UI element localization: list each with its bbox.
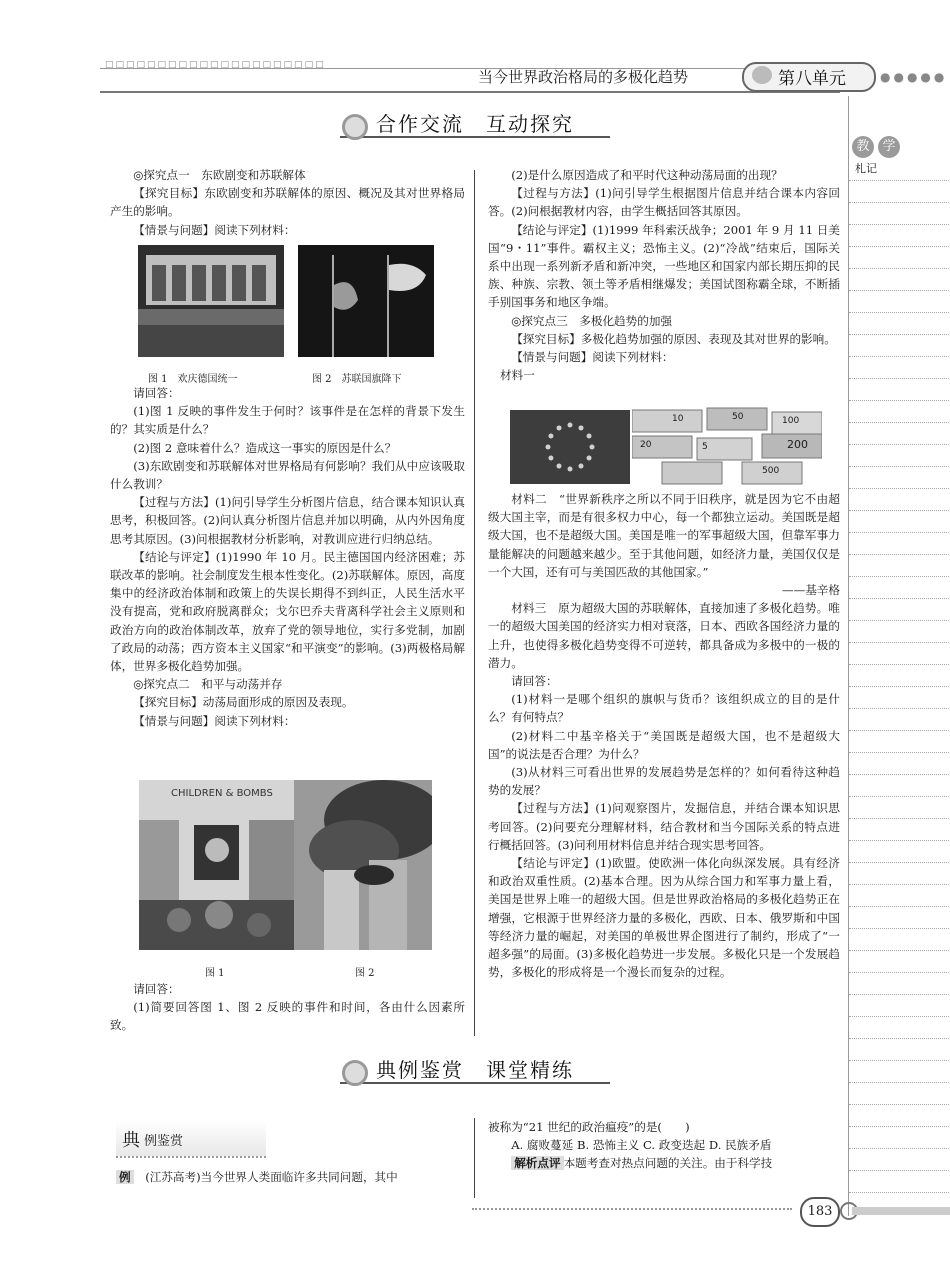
notes-line xyxy=(849,466,950,467)
eu-star-icon xyxy=(587,456,592,461)
notes-line xyxy=(849,510,950,511)
left-column-bottom xyxy=(110,980,465,1035)
paragraph: 【过程与方法】(1)问观察图片，发掘信息，并结合课本知识思考回答。(2)问要充分理解材料，结合教材和当今国际关系的特点进行概括回答。(3)问利用材料信息并结合现实思考回答。 xyxy=(488,801,840,852)
notes-line xyxy=(849,686,950,687)
notes-line xyxy=(849,818,950,819)
notes-line xyxy=(849,840,950,841)
paragraph: ◎探究点三 多极化趋势的加强 xyxy=(511,313,673,328)
paragraph: ◎探究点一 东欧剧变和苏联解体 xyxy=(133,168,306,182)
right-column-top xyxy=(488,166,840,384)
banner-circle-icon xyxy=(342,1060,368,1086)
paragraph: 【结论与评定】(1)欧盟。使欧洲一体化向纵深发展。具有经济和政治双重性质。(2)基本合理。因为从综合国力和军事力量上看，美国是世界上唯一的超级大国。但是世界政治格局的多极化趋势正在增强，它根源于世界经济力量的多极化，西欧、日本、俄罗斯和中国等经济力量的崛起，对美国的单极世界企图进行了制约，形成了“一超多强”的局面。(3)多极化趋势进一步发展。多极化只是一个发展趋势，多极化的形成将是一个漫长而复杂的过程。 xyxy=(488,856,840,980)
analysis-text: 本题考查对热点问题的关注。由于科学技 xyxy=(563,1156,773,1171)
jiao-badge: 教 xyxy=(852,136,874,158)
notes-line xyxy=(849,1192,950,1193)
notes-line xyxy=(849,752,950,753)
example-title-small: 例鉴赏 xyxy=(144,1134,184,1149)
example-answer xyxy=(488,1118,840,1173)
left-column-top xyxy=(110,166,465,239)
notes-line xyxy=(849,1126,950,1127)
notes-line xyxy=(849,972,950,973)
paragraph: 【情景与问题】阅读下列材料： xyxy=(133,713,296,728)
notes-line xyxy=(849,312,950,313)
notes-line xyxy=(849,422,950,423)
notes-line xyxy=(849,1082,950,1083)
example-label: 例 xyxy=(116,1170,134,1184)
column-divider xyxy=(474,170,475,1036)
notes-line xyxy=(849,620,950,621)
section-title-1: 合作交流 互动探究 xyxy=(376,112,574,136)
header-bar xyxy=(100,68,840,93)
eu-star-icon xyxy=(546,445,551,450)
paragraph: (3)东欧剧变和苏联解体对世界格局有何影响？我们从中应该吸取什么教训？ xyxy=(110,458,465,492)
banknote-value: 5 xyxy=(702,442,708,452)
notes-line xyxy=(849,774,950,775)
paragraph: 请回答： xyxy=(133,982,180,996)
paragraph: (2)材料二中基辛格关于“美国既是超级大国，也不是超级大国”的说法是否合理？为什么？ xyxy=(488,728,840,761)
unit-label: 第八单元 xyxy=(778,69,846,89)
paragraph: 【探究目标】多极化趋势加强的原因、表现及其对世界的影响。 xyxy=(511,331,836,346)
eu-star-icon xyxy=(568,423,573,428)
notes-line xyxy=(849,400,950,401)
photo-soviet-flag xyxy=(298,245,434,357)
notes-line xyxy=(849,950,950,951)
figure-caption: 图 1 欢庆德国统一 xyxy=(148,374,238,385)
paragraph: (1)简要回答图 1、图 2 反映的事件和时间，各由什么因素所致。 xyxy=(110,1000,465,1033)
notes-line xyxy=(849,180,950,181)
notes-line xyxy=(849,1060,950,1061)
paragraph: 材料一 xyxy=(500,368,535,383)
eu-flag-image xyxy=(510,410,630,484)
notes-line xyxy=(849,1016,950,1017)
eu-star-icon xyxy=(557,425,562,430)
notes-line xyxy=(849,1104,950,1105)
protest-sign-text: CHILDREN & BOMBS xyxy=(171,788,273,799)
notes-line xyxy=(849,884,950,885)
notes-line xyxy=(849,994,950,995)
figure-caption: 图 1 xyxy=(205,968,225,979)
column-divider xyxy=(474,1118,475,1198)
eu-star-icon xyxy=(590,445,595,450)
paragraph: 【结论与评定】(1)1999 年科索沃战争；2001 年 9 月 11 日美国“9・11”事件。霸权主义；恐怖主义。(2)“冷战”结束后，国际关系中出现一系列新矛盾和新冲突，一些地区和国家内部长期压抑的民族、种族、宗教、领土等矛盾相继爆发；美国试图称霸全球，不断插手别国事务和地区争端。 xyxy=(488,222,840,310)
paragraph: 【结论与评定】(1)1990 年 10 月。民主德国国内经济困难；苏联改革的影响。社会制度发生根本性变化。(2)苏联解体。原因，高度集中的经济政治体制和政策上的失误长期得不到纠正，人民生活水平没有提高，党和政府脱离群众；戈尔巴乔夫背离科学社会主义原则和政治方向的政治体制改革，放弃了党的领导地位，实行多党制，加剧了政局的动荡；西方资本主义国家“和平演变”的影响。(3)两极格局解体，世界多极化趋势加强。 xyxy=(110,549,465,674)
notes-line xyxy=(849,928,950,929)
paragraph: 【过程与方法】(1)问引导学生根据图片信息并结合课本内容回答。(2)问根据教材内容，由学生概括回答其原因。 xyxy=(488,186,840,219)
notes-line xyxy=(849,730,950,731)
footer-bar xyxy=(852,1207,950,1215)
notes-line xyxy=(849,642,950,643)
header-dots: ●●●●● xyxy=(880,70,948,84)
notes-line xyxy=(849,224,950,225)
section-title-2: 典例鉴赏 课堂精练 xyxy=(376,1058,574,1082)
eu-star-icon xyxy=(579,464,584,469)
banknote-value: 20 xyxy=(640,440,652,450)
notes-line xyxy=(849,246,950,247)
page-header-title: 当今世界政治格局的多极化趋势 xyxy=(478,68,689,86)
notes-line xyxy=(849,554,950,555)
notes-line xyxy=(849,708,950,709)
notes-line xyxy=(849,532,950,533)
eu-star-icon xyxy=(548,434,553,439)
banknote-value: 200 xyxy=(787,438,808,451)
paragraph: 【过程与方法】(1)问引导学生分析图片信息，结合课本知识认真思考，积极回答。(2)问认真分析图片信息并加以明确，从内外因角度思考其原因。(3)问根据教材分析影响，对教训应进行归纳总结。 xyxy=(110,495,465,546)
paragraph: (1)材料一是哪个组织的旗帜与货币？该组织成立的目的是什么？有何特点？ xyxy=(488,692,840,725)
notes-line xyxy=(849,290,950,291)
notes-line xyxy=(849,268,950,269)
paragraph: (1)图 1 反映的事件发生于何时？该事件是在怎样的背景下发生的？其实质是什么？ xyxy=(110,404,465,437)
analysis-label: 解析点评 xyxy=(511,1156,563,1170)
page-number: 183 xyxy=(800,1197,840,1227)
photo-911-attack xyxy=(294,780,432,950)
paragraph: ◎探究点二 和平与动荡并存 xyxy=(133,677,283,692)
quote-attribution: ——基辛格 xyxy=(782,583,840,598)
right-column-bottom xyxy=(488,490,840,981)
notes-line xyxy=(849,378,950,379)
eu-star-icon xyxy=(568,467,573,472)
banknote-value: 500 xyxy=(762,466,780,476)
xue-badge: 学 xyxy=(878,136,900,158)
eu-star-icon xyxy=(587,434,592,439)
notes-line xyxy=(849,334,950,335)
notes-line xyxy=(849,1148,950,1149)
answer-options: A. 腐败蔓延 B. 恐怖主义 C. 政变迭起 D. 民族矛盾 xyxy=(511,1138,772,1153)
paragraph: 【情景与问题】阅读下列材料： xyxy=(511,350,674,365)
notes-label: 札记 xyxy=(855,162,877,175)
footer-dotted-line xyxy=(472,1208,792,1210)
figure-caption: 图 2 苏联国旗降下 xyxy=(312,374,402,385)
notes-line xyxy=(849,356,950,357)
paragraph: (2)是什么原因造成了和平时代这种动荡局面的出现？ xyxy=(511,168,783,182)
paragraph: 请回答： xyxy=(511,674,558,689)
paragraph: (2)图 2 意味着什么？造成这一事实的原因是什么？ xyxy=(133,440,397,455)
unit-circle-icon xyxy=(752,66,772,84)
paragraph: 材料二 “世界新秩序之所以不同于旧秩序，就是因为它不由超级大国主宰，而是有很多权力中心，每一个都独立运动。美国既是超级大国，也不是超级大国。美国是唯一的军事超级大国，但靠军事力量能解决的问题越来越少。至于其他问题，如经济力量，美国仅仅是一个大国，还有可与美国匹敌的其他国家。” xyxy=(488,492,840,579)
notes-line xyxy=(849,1038,950,1039)
paragraph: 材料三 原为超级大国的苏联解体，直接加速了多极化趋势。唯一的超级大国美国的经济实力相对衰落，日本、西欧各国经济力量的上升，也使得多极化趋势变得不可逆转，都具备成为多极中的一极的潜力。 xyxy=(488,601,840,670)
banner-circle-icon xyxy=(342,114,368,140)
example-text: (江苏高考)当今世界人类面临许多共同问题，其中 xyxy=(145,1170,398,1184)
banknote-value: 10 xyxy=(672,414,684,424)
eu-star-icon xyxy=(557,464,562,469)
left-column-mid xyxy=(110,384,465,730)
euro-banknotes-image xyxy=(632,406,822,486)
banknote-value: 50 xyxy=(732,412,744,422)
example-box-title xyxy=(116,1120,266,1158)
notes-line xyxy=(849,576,950,577)
paragraph: (3)从材料三可看出世界的发展趋势是怎样的？如何看待这种趋势的发展？ xyxy=(488,765,840,798)
eu-star-icon xyxy=(548,456,553,461)
notes-line xyxy=(849,1170,950,1171)
notes-line xyxy=(849,796,950,797)
example-title-big: 典 xyxy=(122,1130,140,1151)
figure-caption: 图 2 xyxy=(355,968,375,979)
notes-line xyxy=(849,664,950,665)
notes-line xyxy=(849,862,950,863)
photo-kosovo-protest xyxy=(139,780,295,950)
notes-line xyxy=(849,202,950,203)
paragraph: 【探究目标】动荡局面形成的原因及表现。 xyxy=(133,695,354,710)
paragraph: 【情景与问题】阅读下列材料： xyxy=(133,222,296,237)
paragraph: 请回答： xyxy=(133,386,180,400)
photo-german-unification xyxy=(138,245,284,357)
notes-line xyxy=(849,444,950,445)
paragraph: 被称为“21 世纪的政治瘟疫”的是( ) xyxy=(488,1120,690,1134)
notes-line xyxy=(849,488,950,489)
example-question xyxy=(116,1168,466,1186)
notes-sidebar xyxy=(848,96,950,1216)
notes-line xyxy=(849,906,950,907)
paragraph: 【探究目标】东欧剧变和苏联解体的原因、概况及其对世界格局产生的影响。 xyxy=(110,186,465,219)
notes-line xyxy=(849,598,950,599)
eu-star-icon xyxy=(579,425,584,430)
banknote-value: 100 xyxy=(782,416,800,426)
header-decor: □□□□□□□□□□□□□□□□□□□□□ xyxy=(105,60,326,70)
